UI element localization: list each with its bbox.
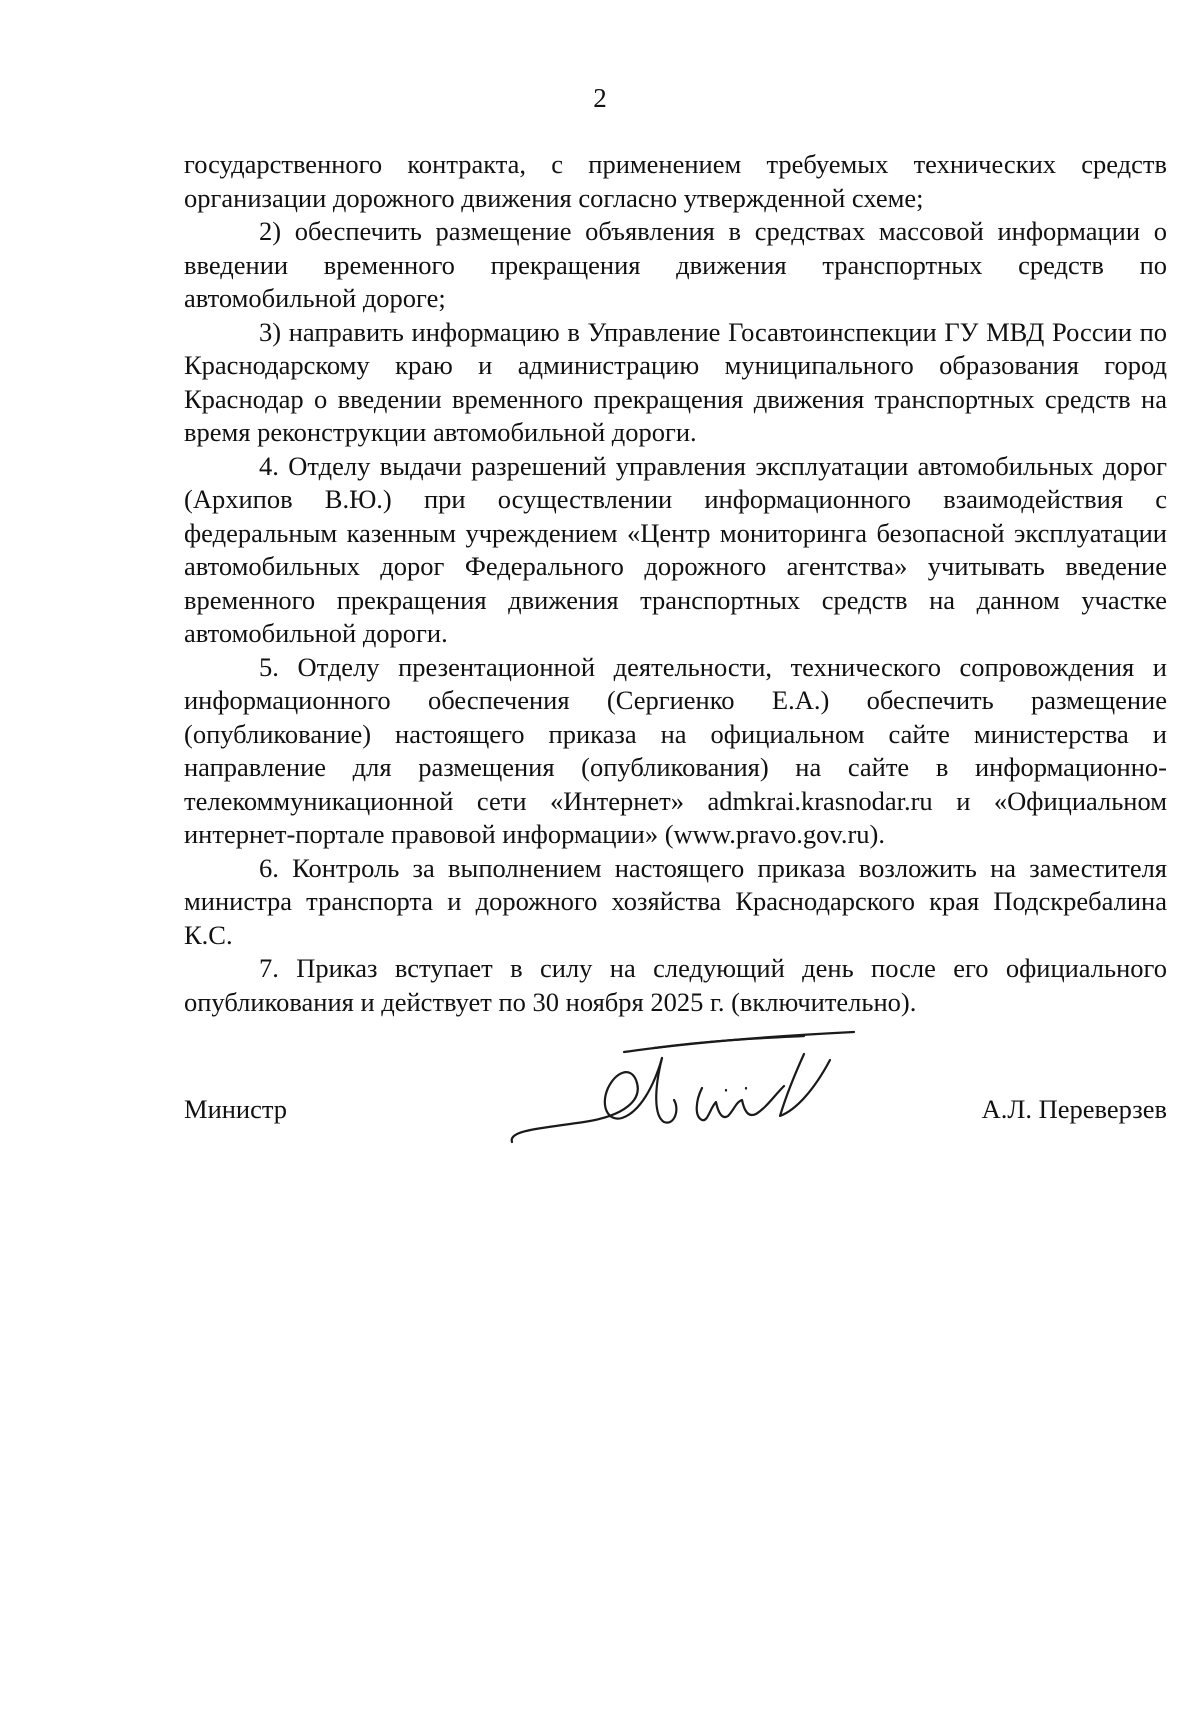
paragraph-continuation: государственного контракта, с применением требуемых технических средств организации дорожного движения согласно утвержденной схеме; bbox=[184, 149, 1167, 213]
paragraph-section-6: 6. Контроль за выполнением настоящего приказа возложить на заместителя министра транспорта и дорожного хозяйства Краснодарского края Подскребалина К.С. bbox=[184, 852, 1167, 950]
signature-block bbox=[184, 1030, 1167, 1150]
paragraph-item-3: 3) направить информацию в Управление Госавтоинспекции ГУ МВД России по Краснодарскому краю и администрацию муниципального образования город Краснодар о введении временного прекращения движения транспортных средств на время реконструкции автомобильной дороги. bbox=[184, 316, 1167, 447]
paragraph-section-4: 4. Отделу выдачи разрешений управления эксплуатации автомобильных дорог (Архипов В.Ю.) при осуществлении информационного взаимодействия с федеральным казенным учреждением «Центр мониторинга безопасной эксплуатации автомобильных дорог Федерального дорожного агентства» учитывать введение временного прекращения движения транспортных средств на данном участке автомобильной дороги. bbox=[184, 450, 1167, 648]
page-number: 2 bbox=[593, 83, 607, 113]
paragraph-section-7: 7. Приказ вступает в силу на следующий день после его официального опубликования и действует по 30 ноября 2025 г. (включительно). bbox=[184, 953, 1167, 1017]
handwritten-signature bbox=[504, 1030, 884, 1150]
paragraph-section-5: 5. Отделу презентационной деятельности, технического сопровождения и информационного обеспечения (Сергиенко Е.А.) обеспечить размещение (опубликование) настоящего приказа на официальном сайте министерства и направление для размещения (опубликования) на сайте в информационно-телекоммуникационной сети «Интернет» admkrai.krasnodar.ru и «Официальном интернет-портале правовой информации» (www.pravo.gov.ru). bbox=[184, 651, 1167, 849]
paragraph-item-2: 2) обеспечить размещение объявления в средствах массовой информации о введении временного прекращения движения транспортных средств по автомобильной дороге; bbox=[184, 216, 1167, 313]
document-body bbox=[184, 148, 1167, 1019]
signer-name: А.Л. Переверзев bbox=[981, 1094, 1167, 1124]
signer-title: Министр bbox=[184, 1094, 288, 1124]
